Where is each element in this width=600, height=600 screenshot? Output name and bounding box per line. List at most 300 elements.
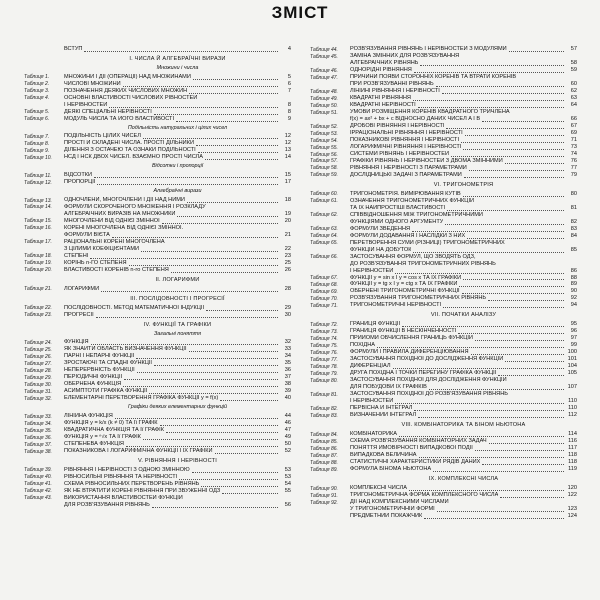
toc-entry[interactable] xyxy=(24,448,291,455)
toc-entry[interactable] xyxy=(310,102,577,109)
table-number: Таблиця 25. xyxy=(24,346,52,353)
toc-entry[interactable] xyxy=(24,81,291,88)
toc-entry[interactable] xyxy=(310,198,577,205)
toc-entry-continuation[interactable] xyxy=(24,102,291,109)
entry-title: ПРИЧИНИ ПОЯВИ СТОРОННІХ КОРЕНІВ ТА ВТРАТИ КОРЕНІВ xyxy=(350,73,517,80)
entry-title: ЗАСТОСУВАННЯ ФОРМУЛ, ЩО ЗВОДЯТЬ ОДЗ, xyxy=(350,253,476,260)
table-number: Таблиця 82. xyxy=(310,405,338,412)
toc-entry[interactable] xyxy=(24,395,291,402)
toc-entry[interactable] xyxy=(310,233,577,240)
entry-title: КВАДРАТНІ НЕРІВНОСТІ xyxy=(350,101,416,108)
dot-leader xyxy=(433,470,564,472)
toc-entry-continuation[interactable] xyxy=(310,81,577,88)
entry-title: ЧИСЛОВІ МНОЖИНИ xyxy=(64,80,121,87)
page-number: 37 xyxy=(284,374,291,381)
subsection-heading: Алгебраїчні вирази xyxy=(153,188,202,195)
table-number: Таблиця 76. xyxy=(310,350,338,357)
entry-title: ДЕЯКІ СПЕЦІАЛЬНІ НЕРІВНОСТІ xyxy=(64,108,152,115)
table-number: Таблиця 75. xyxy=(310,343,338,350)
entry-title: ДРУГА ПОХІДНА І ТОЧКИ ПЕРЕГИНУ ГРАФІКА ФУНКЦІЇ xyxy=(350,370,497,377)
entry-title: У ТРИГОНОМЕТРИЧНІЙ ФОРМІ xyxy=(350,506,435,513)
dot-leader xyxy=(96,316,278,318)
dot-leader xyxy=(205,158,278,160)
toc-entry[interactable] xyxy=(24,225,291,232)
toc-entry[interactable] xyxy=(24,420,291,427)
table-number: Таблиця 50. xyxy=(310,102,338,109)
dot-leader xyxy=(101,290,278,292)
entry-title: ФОРМУЛИ СКОРОЧЕНОГО МНОЖЕННЯ І РОЗКЛАДУ xyxy=(64,203,206,210)
dot-leader xyxy=(475,339,564,341)
toc-entry[interactable] xyxy=(310,356,577,363)
toc-entry[interactable] xyxy=(310,240,577,247)
page-number: 110 xyxy=(568,405,577,412)
entry-title: ФОРМУЛИ ВІЄТА xyxy=(64,231,110,238)
entry-title: ЛОГАРИФМІЧНІ РІВНЯННЯ І НЕРІВНОСТІ xyxy=(350,143,462,150)
dot-leader xyxy=(198,151,278,153)
page-number: 53 xyxy=(284,466,291,473)
page-number: 74 xyxy=(570,150,577,157)
page-number: 54 xyxy=(284,480,291,487)
table-number: Таблиця 18. xyxy=(24,253,52,260)
toc-entry[interactable] xyxy=(24,154,291,161)
dot-leader xyxy=(509,50,564,52)
toc-entry-continuation[interactable] xyxy=(24,502,291,509)
toc-entry[interactable] xyxy=(24,204,291,211)
entry-title: ТРИГОНОМЕТРІЯ. ВИМІРЮВАННЯ КУТІВ xyxy=(350,190,461,197)
table-number: Таблиця 67. xyxy=(310,275,338,282)
toc-entry[interactable] xyxy=(24,305,291,312)
dot-leader xyxy=(437,510,564,512)
entry-title: ПЕРЕТВОРЕННЯ СУМИ (РІЗНИЦІ) ТРИГОНОМЕТРИЧНИХ xyxy=(350,239,505,246)
subsection-heading: Відсотки і пропорції xyxy=(151,163,204,170)
entry-title: ЯК ЗНАЙТИ ОБЛАСТЬ ВИЗНАЧЕННЯ ФУНКЦІЇ xyxy=(64,346,187,353)
table-number: Таблиця 35. xyxy=(24,427,52,434)
entry-title: ДРОБОВІ РІВНЯННЯ І НЕРІВНОСТІ xyxy=(350,122,445,129)
dot-leader xyxy=(206,309,278,311)
page-number: 89 xyxy=(570,281,577,288)
toc-entry[interactable] xyxy=(310,328,577,335)
toc-entry[interactable] xyxy=(310,295,577,302)
toc-entry[interactable] xyxy=(24,172,291,179)
entry-title: ЗАСТОСУВАННЯ ПОХІДНОЇ ДО РОЗВ'ЯЗУВАННЯ РІВНЯНЬ xyxy=(350,391,508,398)
toc-entry[interactable] xyxy=(310,151,577,158)
entry-title: СИСТЕМИ РІВНЯНЬ І НЕРІВНОСТЕЙ xyxy=(350,150,449,157)
toc-entry[interactable] xyxy=(24,218,291,225)
entry-title: ДЛЯ ПОБУДОВИ ЇХ ГРАФІКІВ xyxy=(350,384,427,391)
table-number: Таблиця 17. xyxy=(24,239,52,246)
toc-entry-continuation[interactable] xyxy=(24,246,291,253)
page-number: 25 xyxy=(284,259,291,266)
page-number: 85 xyxy=(570,246,577,253)
toc-entry[interactable] xyxy=(24,413,291,420)
table-number: Таблиця 20. xyxy=(24,267,52,274)
toc-entry[interactable] xyxy=(310,109,577,116)
dot-leader xyxy=(149,392,278,394)
toc-entry[interactable] xyxy=(24,388,291,395)
page-number: 77 xyxy=(570,164,577,171)
entry-title: ПРИ РОЗВ'ЯЗУВАННІ РІВНЯНЬ xyxy=(350,80,434,87)
page-number: 15 xyxy=(284,172,291,179)
table-number: Таблиця 80. xyxy=(310,378,338,385)
dot-leader xyxy=(160,424,278,426)
toc-entry[interactable] xyxy=(24,267,291,274)
toc-left-column xyxy=(24,46,291,509)
dot-leader xyxy=(94,176,278,178)
entry-title: ПАРНІ І НЕПАРНІ ФУНКЦІЇ xyxy=(64,353,135,360)
table-number: Таблиця 32. xyxy=(24,395,52,402)
table-number: Таблиця 5. xyxy=(24,109,50,116)
dot-leader xyxy=(412,230,564,232)
toc-entry[interactable] xyxy=(310,288,577,295)
table-number: Таблиця 1. xyxy=(24,74,50,81)
toc-entry[interactable] xyxy=(310,363,577,370)
dot-leader xyxy=(498,374,564,376)
entry-title: АЛГЕБРАЇЧНИХ ВИРАЗІВ НА МНОЖНИКИ xyxy=(64,210,176,217)
toc-entry[interactable] xyxy=(310,165,577,172)
entry-title: ЛОГАРИФМИ xyxy=(64,285,100,292)
toc-entry-continuation[interactable] xyxy=(310,268,577,275)
dot-leader xyxy=(220,399,278,401)
toc-entry[interactable] xyxy=(24,74,291,81)
entry-title: СТЕПЕНЕВА ФУНКЦІЯ xyxy=(64,440,124,447)
entry-title: ДЛЯ РОЗВ'ЯЗУВАННЯ РІВНЯНЬ xyxy=(64,501,150,508)
table-number: Таблиця 9. xyxy=(24,148,50,155)
page-number: 7 xyxy=(287,87,291,94)
table-number: Таблиця 86. xyxy=(310,445,338,452)
table-number: Таблиця 51. xyxy=(310,109,338,116)
toc-entry[interactable] xyxy=(24,179,291,186)
toc-entry[interactable] xyxy=(310,412,577,419)
dot-leader xyxy=(154,113,278,115)
toc-entry[interactable] xyxy=(310,158,577,165)
table-number: Таблиця 81. xyxy=(310,391,338,398)
section-heading: VII. ПОЧАТКИ АНАЛІЗУ xyxy=(430,312,497,319)
toc-entry-continuation[interactable] xyxy=(24,211,291,218)
table-number: Таблиця 79. xyxy=(310,371,338,378)
table-number: Таблиця 15. xyxy=(24,218,52,225)
table-number: Таблиця 2. xyxy=(24,81,50,88)
table-number: Таблиця 30. xyxy=(24,381,52,388)
entry-title: СТЕПЕНІ xyxy=(64,252,89,259)
dot-leader xyxy=(123,385,278,387)
toc-entry[interactable] xyxy=(24,88,291,95)
toc-entry[interactable] xyxy=(24,427,291,434)
toc-entry[interactable] xyxy=(24,286,291,293)
toc-entry-continuation[interactable] xyxy=(310,384,577,391)
toc-entry[interactable] xyxy=(310,88,577,95)
entry-title: ЕЛЕМЕНТАРНІ ПЕРЕТВОРЕННЯ ГРАФІКА ФУНКЦІЇ y = f(x) xyxy=(64,395,219,402)
toc-entry[interactable] xyxy=(310,67,577,74)
page-number: 23 xyxy=(284,252,291,259)
page-number: 76 xyxy=(570,157,577,164)
page-number: 79 xyxy=(570,171,577,178)
table-number: Таблиця 33. xyxy=(24,413,52,420)
table-number: Таблиця 60. xyxy=(310,191,338,198)
toc-entry[interactable] xyxy=(310,254,577,261)
toc-entry-continuation[interactable] xyxy=(310,247,577,254)
table-number: Таблиця 62. xyxy=(310,212,338,219)
toc-entry-continuation[interactable] xyxy=(310,219,577,226)
toc-entry[interactable] xyxy=(24,339,291,346)
entry-title: ФОРМУЛА БІНОМА НЬЮТОНА xyxy=(350,466,432,473)
entry-title: ПОКАЗНИКОВІ РІВНЯННЯ І НЕРІВНОСТІ xyxy=(350,136,460,143)
table-number: Таблиця 37. xyxy=(24,441,52,448)
table-number: Таблиця 52. xyxy=(310,123,338,130)
toc-entry[interactable] xyxy=(310,212,577,219)
page-number: 86 xyxy=(570,267,577,274)
toc-entry[interactable] xyxy=(310,74,577,81)
table-number: Таблиця 66. xyxy=(310,254,338,261)
entry-title: АСИМПТОТИ ГРАФІКА ФУНКЦІЇ xyxy=(64,388,148,395)
entry-title: УМОВИ РОЗМІЩЕННЯ КОРЕНІВ КВАДРАТНОГО ТРИЧЛЕНА xyxy=(350,108,510,115)
dot-leader xyxy=(402,325,564,327)
toc-entry[interactable] xyxy=(310,95,577,102)
table-number: Таблиця 28. xyxy=(24,367,52,374)
page-number: 39 xyxy=(284,388,291,395)
entry-title: ФУНКЦІЇ y = sin x І y = cos x ТА ЇХ ГРАФІКИ xyxy=(350,274,462,281)
toc-entry[interactable] xyxy=(24,133,291,140)
dot-leader xyxy=(464,176,564,178)
dot-leader xyxy=(112,236,278,238)
toc-entry[interactable] xyxy=(24,467,291,474)
toc-entry[interactable] xyxy=(310,452,577,459)
page-number: 53 xyxy=(284,473,291,480)
table-number: Таблиця 27. xyxy=(24,360,52,367)
toc-entry[interactable] xyxy=(24,109,291,116)
table-number: Таблиця 31. xyxy=(24,388,52,395)
toc-entry[interactable] xyxy=(310,405,577,412)
table-number: Таблиця 56. xyxy=(310,151,338,158)
toc-entry[interactable] xyxy=(24,495,291,502)
toc-entry[interactable] xyxy=(310,466,577,473)
toc-entry[interactable] xyxy=(24,239,291,246)
table-number: Таблиця 48. xyxy=(310,88,338,95)
toc-right-column xyxy=(310,46,577,520)
entry-title: РОЗВ'ЯЗУВАННЯ ТРИГОНОМЕТРИЧНИХ РІВНЯНЬ xyxy=(350,295,487,302)
toc-entry[interactable] xyxy=(24,116,291,123)
toc-entry[interactable] xyxy=(310,46,577,53)
table-number: Таблиця 6. xyxy=(24,116,50,123)
table-number: Таблиця 77. xyxy=(310,357,338,364)
table-number: Таблиця 65. xyxy=(310,240,338,247)
table-number: Таблиця 24. xyxy=(24,339,52,346)
page-number: 22 xyxy=(284,245,291,252)
dot-leader xyxy=(505,360,564,362)
entry-title: МНОЖИНИ І ДІЇ (ОПЕРАЦІЇ) НАД МНОЖИНАМИ xyxy=(64,73,191,80)
toc-entry[interactable] xyxy=(310,226,577,233)
dot-leader xyxy=(471,353,564,355)
table-number: Таблиця 16. xyxy=(24,225,52,232)
toc-entry[interactable] xyxy=(24,474,291,481)
dot-leader xyxy=(189,350,278,352)
dot-leader xyxy=(489,442,564,444)
toc-entry[interactable] xyxy=(310,492,577,499)
page-number: 62 xyxy=(570,87,577,94)
toc-entry[interactable] xyxy=(310,53,577,60)
toc-entry[interactable] xyxy=(24,140,291,147)
dot-leader xyxy=(84,50,278,52)
dot-leader xyxy=(126,445,278,447)
toc-entry[interactable] xyxy=(310,445,577,452)
toc-entry[interactable] xyxy=(24,46,291,53)
toc-entry[interactable] xyxy=(310,370,577,377)
dot-leader xyxy=(469,169,564,171)
page-number: 112 xyxy=(568,412,577,419)
toc-entry[interactable] xyxy=(24,360,291,367)
table-number: Таблиця 7. xyxy=(24,134,50,141)
toc-entry[interactable] xyxy=(24,346,291,353)
entry-title: РІВНЯННЯ І НЕРІВНОСТІ З ОДНОЮ ЗМІННОЮ xyxy=(64,466,190,473)
dot-leader xyxy=(475,449,564,451)
entry-title: ОДНОЧЛЕНИ, МНОГОЧЛЕНИ І ДІЇ НАД НИМИ xyxy=(64,196,185,203)
toc-entry[interactable] xyxy=(24,488,291,495)
page-number: 47 xyxy=(284,426,291,433)
table-number: Таблиця 49. xyxy=(310,95,338,102)
entry-title: РІВНЯННЯ І НЕРІВНОСТІ З ПАРАМЕТРАМИ xyxy=(350,164,467,171)
toc-entry[interactable] xyxy=(310,321,577,328)
page-number: 28 xyxy=(284,285,291,292)
table-number: Таблиця 69. xyxy=(310,289,338,296)
entry-title: ОБЕРНЕНІ ТРИГОНОМЕТРИЧНІ ФУНКЦІЇ xyxy=(350,288,460,295)
entry-title: ВЛАСТИВОСТІ КОРЕНІВ n-го СТЕПЕНЯ xyxy=(64,266,169,273)
section-heading: ІІІ. ПОСЛІДОВНОСТІ І ПРОГРЕСІЇ xyxy=(130,295,225,302)
toc-entry-continuation[interactable] xyxy=(310,398,577,405)
toc-entry[interactable] xyxy=(310,377,577,384)
toc-entry[interactable] xyxy=(310,191,577,198)
page-number: 40 xyxy=(284,395,291,402)
table-number: Таблиця 23. xyxy=(24,312,52,319)
page-number: 66 xyxy=(570,115,577,122)
page-number: 29 xyxy=(284,304,291,311)
toc-entry[interactable] xyxy=(310,137,577,144)
dot-leader xyxy=(97,183,278,185)
dot-leader xyxy=(451,155,564,157)
toc-entry[interactable] xyxy=(310,172,577,179)
entry-title: РІВНОСИЛЬНІ РІВНЯННЯ ТА НЕРІВНОСТІ xyxy=(64,473,178,480)
page-number: 64 xyxy=(570,101,577,108)
table-number: Таблиця 26. xyxy=(24,353,52,360)
dot-leader xyxy=(193,78,278,80)
table-number: Таблиця 29. xyxy=(24,374,52,381)
toc-entry[interactable] xyxy=(24,367,291,374)
toc-entry-continuation[interactable] xyxy=(310,116,577,123)
toc-entry[interactable] xyxy=(310,123,577,130)
table-number: Таблиця 70. xyxy=(310,296,338,303)
dot-leader xyxy=(179,478,278,480)
toc-entry-continuation[interactable] xyxy=(310,60,577,67)
page-number: 14 xyxy=(284,154,291,161)
toc-entry[interactable] xyxy=(310,391,577,398)
dot-leader xyxy=(447,209,564,211)
toc-entry[interactable] xyxy=(24,353,291,360)
page-number: 35 xyxy=(284,360,291,367)
table-number: Таблиця 53. xyxy=(310,130,338,137)
toc-entry[interactable] xyxy=(310,438,577,445)
page-title: ЗМІСТ xyxy=(271,3,329,22)
toc-entry[interactable] xyxy=(310,281,577,288)
page-number: 36 xyxy=(284,367,291,374)
toc-entry[interactable] xyxy=(310,485,577,492)
toc-entry[interactable] xyxy=(24,481,291,488)
page-number: 56 xyxy=(284,501,291,508)
page-number: 94 xyxy=(570,302,577,309)
page-number: 67 xyxy=(570,122,577,129)
table-number: Таблиця 14. xyxy=(24,204,52,211)
page-number: 63 xyxy=(570,94,577,101)
entry-title: КОМБІНАТОРИКА xyxy=(350,431,398,438)
toc-entry-continuation[interactable] xyxy=(24,232,291,239)
toc-entry[interactable] xyxy=(310,275,577,282)
toc-entry[interactable] xyxy=(310,302,577,309)
toc-entry[interactable] xyxy=(310,349,577,356)
toc-entry[interactable] xyxy=(310,342,577,349)
dot-leader xyxy=(162,222,278,224)
toc-entry[interactable] xyxy=(24,95,291,102)
entry-title: НЕПЕРЕРВНІСТЬ ФУНКЦІЇ xyxy=(64,367,135,374)
toc-entry[interactable] xyxy=(24,253,291,260)
toc-entry[interactable] xyxy=(310,499,577,506)
toc-entry[interactable] xyxy=(24,260,291,267)
entry-title: ГРАНИЦЯ ФУНКЦІЇ В НЕСКІНЧЕННОСТІ xyxy=(350,328,457,335)
toc-entry[interactable] xyxy=(24,374,291,381)
toc-entry-continuation[interactable] xyxy=(310,205,577,212)
dot-leader xyxy=(443,306,564,308)
toc-entry[interactable] xyxy=(310,144,577,151)
entry-title: ПРОПОРЦІЇ xyxy=(64,179,96,186)
toc-entry[interactable] xyxy=(24,434,291,441)
dot-leader xyxy=(419,456,564,458)
dot-leader xyxy=(187,201,278,203)
entry-title: ТА ЇХ НАЙПРОСТІШІ ВЛАСТИВОСТІ xyxy=(350,204,446,211)
toc-entry-continuation[interactable] xyxy=(310,506,577,513)
toc-entry[interactable] xyxy=(24,197,291,204)
toc-entry[interactable] xyxy=(310,335,577,342)
dot-leader xyxy=(418,106,564,108)
dot-leader xyxy=(418,416,564,418)
dot-leader xyxy=(500,496,564,498)
toc-entry[interactable] xyxy=(24,381,291,388)
toc-entry[interactable] xyxy=(310,513,577,520)
dot-leader xyxy=(445,223,564,225)
page-number: 30 xyxy=(284,311,291,318)
toc-entry-continuation[interactable] xyxy=(310,261,577,268)
entry-title: ПОХІДНА xyxy=(350,342,375,349)
entry-title: ІРРАЦІОНАЛЬНІ РІВНЯННЯ І НЕРІВНОСТІ xyxy=(350,129,463,136)
toc-entry[interactable] xyxy=(24,312,291,319)
dot-leader xyxy=(458,332,564,334)
page-number: 12 xyxy=(284,133,291,140)
entry-title: СХЕМА РОЗВ'ЯЗУВАННЯ КОМБІНАТОРНИХ ЗАДАЧ xyxy=(350,438,487,445)
toc-entry[interactable] xyxy=(310,459,577,466)
entry-title: ПОКАЗНИКОВА І ЛОГАРИФМІЧНА ФУНКЦІЇ І ЇХ ГРАФІКИ xyxy=(64,447,213,454)
page-number: 5 xyxy=(287,73,291,80)
table-number: Таблиця 78. xyxy=(310,364,338,371)
dot-leader xyxy=(429,388,564,390)
toc-entry[interactable] xyxy=(24,441,291,448)
page-number: 110 xyxy=(568,398,577,405)
entry-title: НСД І НСК ДВОХ ЧИСЕЛ. ВЗАЄМНО ПРОСТІ ЧИСЛА xyxy=(64,154,203,161)
toc-entry[interactable] xyxy=(310,130,577,137)
dot-leader xyxy=(413,251,564,253)
entry-title: ФУНКЦІЯ y = ⁿ√x ТА Її ГРАФІК xyxy=(64,433,141,440)
entry-title: ФОРМУЛИ І ПРАВИЛА ДИФЕРЕНЦІЮВАННЯ xyxy=(350,349,469,356)
toc-entry[interactable] xyxy=(310,431,577,438)
page-number: 100 xyxy=(567,349,577,356)
toc-entry[interactable] xyxy=(24,147,291,154)
section-heading: ІІ. ЛОГАРИФМИ xyxy=(155,276,200,283)
table-number: Таблиця 21. xyxy=(24,286,52,293)
entry-title: ГРАФІКИ РІВНЯНЬ І НЕРІВНОСТЕЙ З ДВОМА ЗМІННИМИ xyxy=(350,157,503,164)
